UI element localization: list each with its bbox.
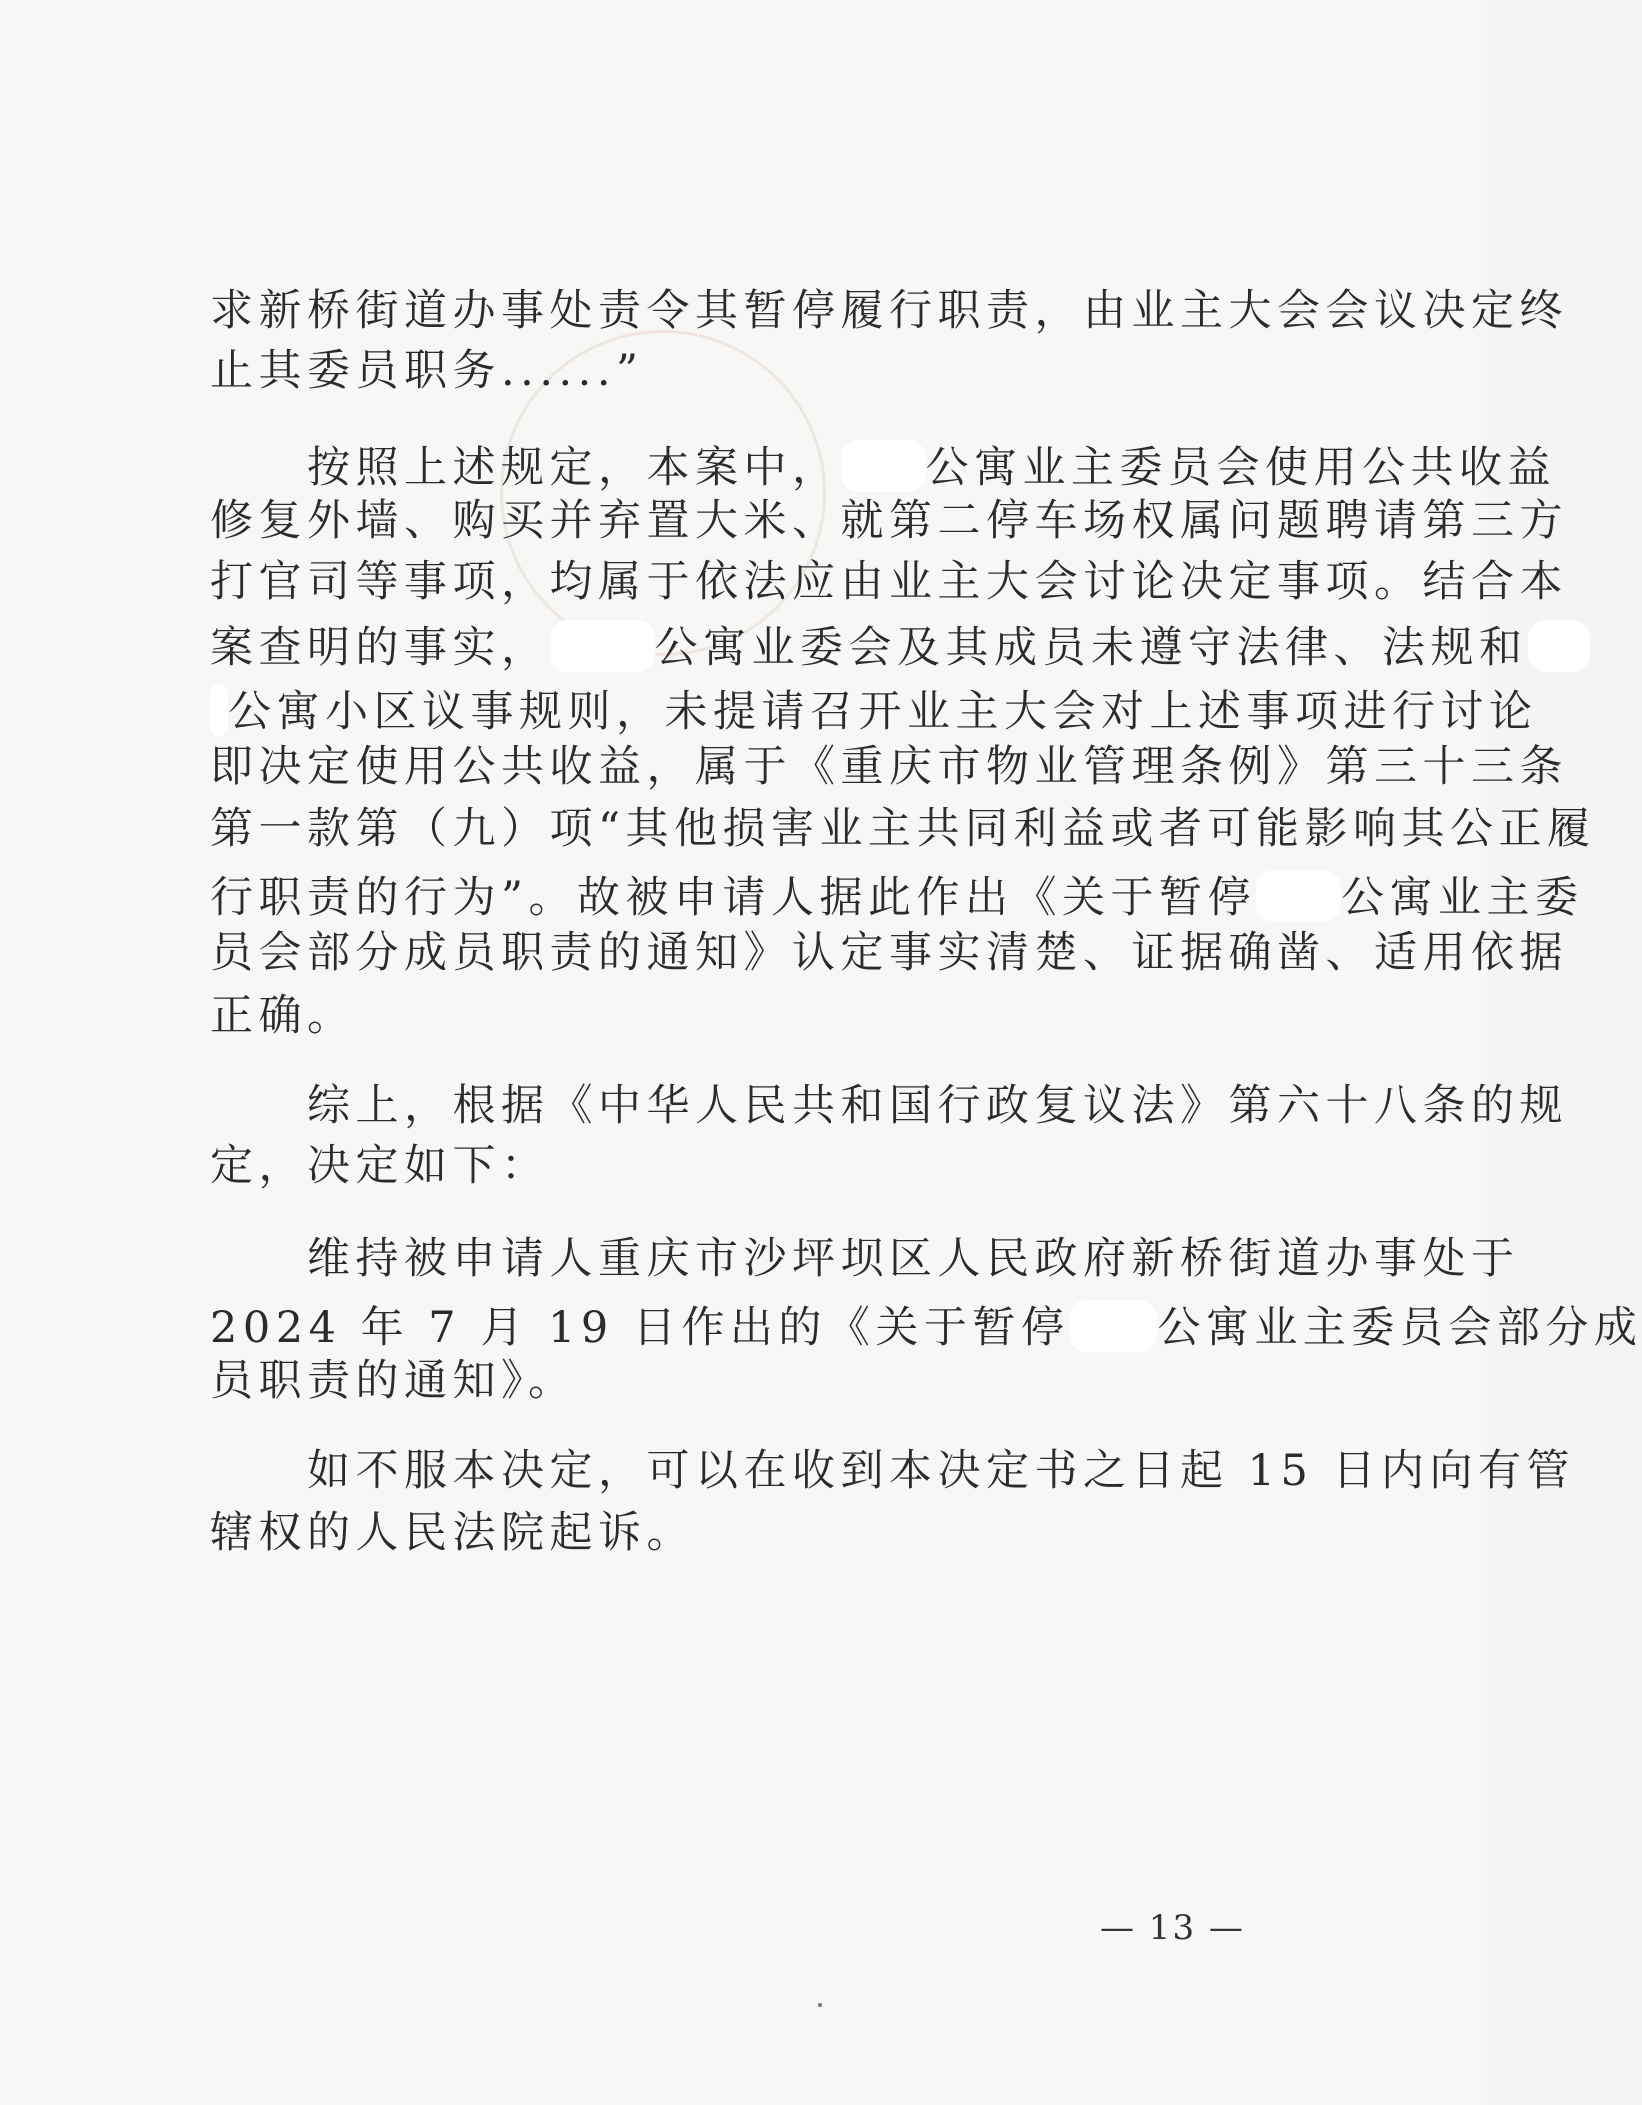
- text-segment: 公寓小区议事规则，未提请召开业主大会对上述事项进行讨论: [228, 687, 1538, 737]
- text-segment: 定，决定如下：: [210, 1141, 550, 1191]
- text-line: [210, 1446, 1576, 1496]
- text-segment: 案查明的事实，: [210, 623, 550, 673]
- text-segment: 按照上述规定，本案中，: [210, 443, 841, 493]
- text-line: [210, 1141, 1320, 1191]
- redaction-block: [550, 620, 655, 672]
- redaction-block: [1256, 870, 1341, 922]
- text-line: [210, 1300, 1642, 1353]
- text-segment: 止其委员职务......”: [210, 346, 644, 396]
- text-line: [210, 1081, 1568, 1131]
- text-segment: 员职责的通知》。: [210, 1356, 577, 1406]
- redaction-block: [1069, 1300, 1157, 1352]
- text-segment: 修复外墙、购买并弃置大米、就第二停车场权属问题聘请第三方: [210, 496, 1568, 546]
- text-segment: 打官司等事项，均属于依法应由业主大会讨论决定事项。结合本: [210, 557, 1568, 607]
- text-line: [210, 440, 1556, 493]
- redaction-block: [210, 684, 228, 736]
- text-line: [210, 742, 1568, 792]
- text-line: [210, 496, 1568, 546]
- redaction-block: [1528, 620, 1590, 672]
- text-line: [210, 804, 1596, 854]
- text-segment: 如不服本决定，可以在收到本决定书之日起 15 日内向有管: [210, 1446, 1576, 1496]
- text-line: [210, 870, 1584, 923]
- text-segment: 辖权的人民法院起诉。: [210, 1508, 695, 1558]
- text-segment: 第一款第（九）项“其他损害业主共同利益或者可能影响其公正履: [210, 804, 1596, 854]
- text-line: [210, 1356, 1320, 1406]
- text-segment: 求新桥街道办事处责令其暂停履行职责，由业主大会会议决定终: [210, 286, 1568, 336]
- text-segment: 即决定使用公共收益，属于《重庆市物业管理条例》第三十三条: [210, 742, 1568, 792]
- redaction-block: [841, 440, 926, 492]
- text-segment: 公寓业主委员会部分成: [1157, 1303, 1642, 1353]
- text-line: [210, 346, 1320, 396]
- text-segment: 公寓业主委员会使用公共收益: [925, 443, 1556, 493]
- text-line: [210, 991, 1320, 1041]
- page-number: — 13 —: [1100, 1908, 1245, 1948]
- text-line: [210, 928, 1568, 978]
- text-segment: 公寓业主委: [1340, 873, 1584, 923]
- text-segment: 综上，根据《中华人民共和国行政复议法》第六十八条的规: [210, 1081, 1568, 1131]
- text-line: [210, 557, 1568, 607]
- text-line: [210, 620, 1528, 673]
- text-line: [210, 684, 1538, 737]
- text-line: [210, 1508, 1320, 1558]
- text-segment: 正确。: [210, 991, 356, 1041]
- scan-speck: [818, 2003, 822, 2007]
- text-segment: 维持被申请人重庆市沙坪坝区人民政府新桥街道办事处于: [210, 1234, 1520, 1284]
- text-segment: 员会部分成员职责的通知》认定事实清楚、证据确凿、适用依据: [210, 928, 1568, 978]
- text-segment: 2024 年 7 月 19 日作出的《关于暂停: [210, 1303, 1070, 1353]
- text-line: [210, 286, 1568, 336]
- text-segment: 公寓业委会及其成员未遵守法律、法规和: [654, 623, 1528, 673]
- text-line: [210, 1234, 1520, 1284]
- text-segment: 行职责的行为”。故被申请人据此作出《关于暂停: [210, 873, 1256, 923]
